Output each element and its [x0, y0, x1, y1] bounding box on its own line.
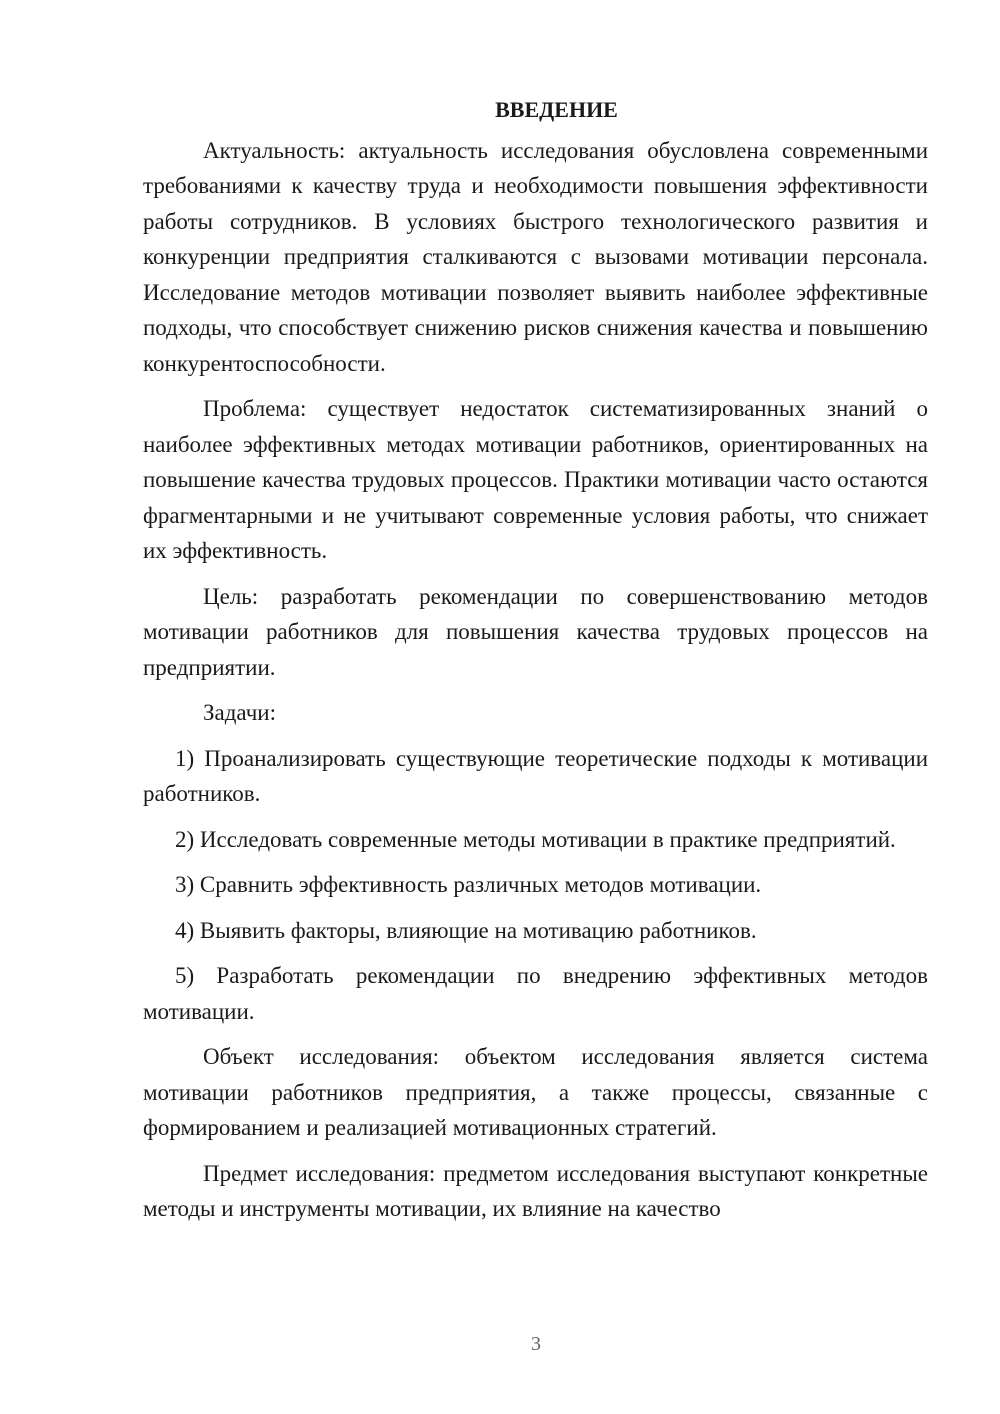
paragraph-subject: Предмет исследования: предметом исследования выступают конкретные методы и инструменты мотивации, их влияние на качество — [143, 1160, 928, 1221]
task-item-3: 3) Сравнить эффективность различных методов мотивации. — [175, 872, 762, 897]
task-item-5: 5) Разработать рекомендации по внедрению эффективных методов мотивации. — [143, 963, 928, 1024]
page-title: ВВЕДЕНИЕ — [495, 97, 618, 122]
paragraph-goal: Цель: разработать рекомендации по совершенствованию методов мотивации работников для повышения качества трудовых процессов на предприятии. — [143, 583, 928, 680]
paragraph-object: Объект исследования: объектом исследования является система мотивации работников предприятия, а также процессы, связанные с формированием и реализацией мотивационных стратегий. — [143, 1044, 928, 1140]
task-item-4: 4) Выявить факторы, влияющие на мотивацию работников. — [175, 917, 757, 943]
task-item-2: 2) Исследовать современные методы мотивации в практике предприятий. — [175, 826, 896, 852]
tasks-heading: Задачи: — [203, 700, 276, 725]
task-item-1: 1) Проанализировать существующие теоретические подходы к мотивации работников. — [143, 745, 928, 806]
paragraph-relevance: Актуальность: актуальность исследования обусловлена современными требованиями к качеству труда и необходимости повышения эффективности работы сотрудников. В условиях быстрого технологического развития и конкуренции предприятия сталкиваются с вызовами мотивации персонала. Исследование методов мотивации позволяет выявить наиболее эффективные подходы, что способствует снижению рисков снижения качества и повышению конкурентоспособности. — [143, 137, 928, 376]
document-body — [143, 92, 928, 1237]
paragraph-problem: Проблема: существует недостаток систематизированных знаний о наиболее эффективных методах мотивации работников, ориентированных на повышение качества трудовых процессов. Практики мотивации часто остаются фрагментарными и не учитывают современные условия работы, что снижает их эффективность. — [143, 396, 928, 563]
page-number: 3 — [531, 1333, 541, 1355]
